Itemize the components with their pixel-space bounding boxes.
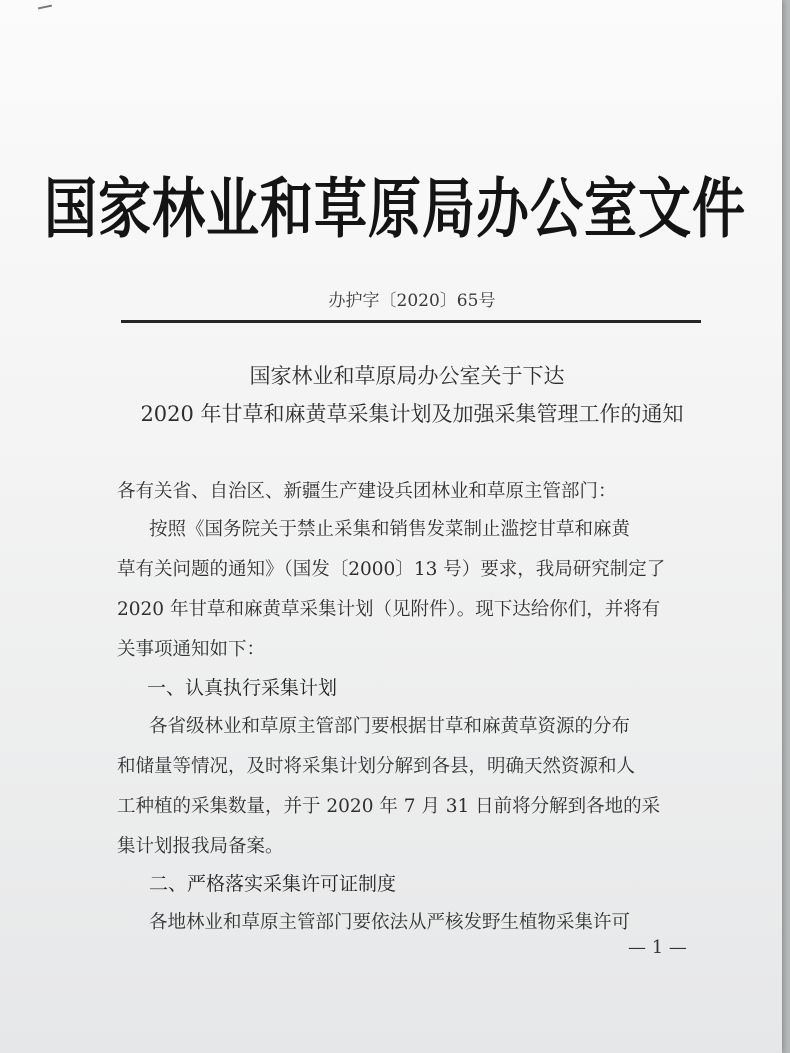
addressee: 各有关省、自治区、新疆生产建设兵团林业和草原主管部门： [117, 481, 617, 502]
page-number: — 1 — [628, 937, 687, 958]
notice-title-line-2: 2020 年甘草和麻黄草采集计划及加强采集管理工作的通知 [140, 402, 684, 426]
paragraph-line: 和储量等情况，及时将采集计划分解到各县，明确天然资源和人 [117, 756, 636, 777]
section-heading-2: 二、严格落实采集许可证制度 [149, 873, 397, 895]
paragraph-line: 按照《国务院关于禁止采集和销售发菜制止滥挖甘草和麻黄 [149, 519, 631, 540]
paragraph-line: 2020 年甘草和麻黄草采集计划（见附件）。现下达给你们，并将有 [117, 599, 661, 620]
header-rule [121, 320, 701, 323]
paragraph-line: 集计划报我局备案。 [117, 836, 284, 857]
paragraph-line: 各省级林业和草原主管部门要根据甘草和麻黄草资源的分布 [149, 716, 631, 737]
document-number: 办护字〔2020〕65号 [328, 291, 496, 311]
paragraph-line: 各地林业和草原主管部门要依法从严核发野生植物采集许可 [149, 912, 631, 933]
document-header-title: 国家林业和草原局办公室文件 [44, 172, 746, 248]
paragraph-line: 工种植的采集数量，并于 2020 年 7 月 31 日前将分解到各地的采 [117, 796, 661, 817]
paragraph-line: 关事项通知如下： [117, 639, 266, 660]
paragraph-line: 草有关问题的通知》（国发〔2000〕13 号）要求，我局研究制定了 [117, 559, 666, 580]
notice-title-line-1: 国家林业和草原局办公室关于下达 [249, 364, 565, 388]
staple-mark [38, 5, 52, 10]
section-heading-1: 一、认真执行采集计划 [147, 677, 338, 699]
